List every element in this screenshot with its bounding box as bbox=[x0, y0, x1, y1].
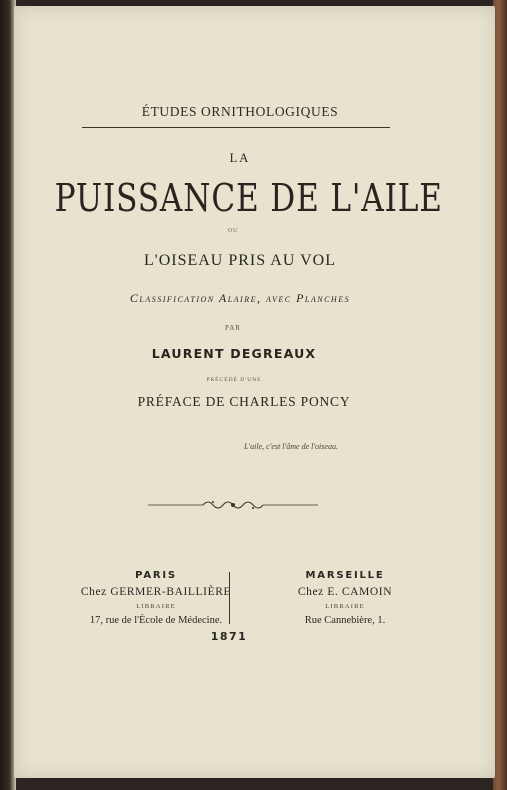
subtitle: L'OISEAU PRIS AU VOL bbox=[144, 252, 336, 269]
title-conjunction: OU bbox=[227, 228, 239, 234]
series-title: ÉTUDES ORNITHOLOGIQUES bbox=[141, 104, 339, 119]
book-binding-edge bbox=[493, 0, 507, 790]
publisher-marseille bbox=[245, 569, 445, 629]
title-page bbox=[14, 6, 495, 778]
role-marseille: LIBRAIRE bbox=[325, 603, 365, 610]
publication-year: 1871 bbox=[210, 630, 248, 643]
epigraph: L'aile, c'est l'âme de l'oiseau. bbox=[244, 442, 338, 451]
publisher-name-paris: Chez GERMER-BAILLIÈRE bbox=[80, 586, 232, 598]
main-title: PUISSANCE DE L'AILE bbox=[54, 176, 443, 220]
publisher-name-marseille: Chez E. CAMOIN bbox=[297, 586, 393, 598]
by-label: PAR bbox=[225, 324, 241, 332]
preface-line: PRÉFACE DE CHARLES PONCY bbox=[137, 394, 351, 409]
address-paris: 17, rue de l'École de Médecine. bbox=[89, 615, 223, 626]
city-marseille: MARSEILLE bbox=[305, 570, 385, 581]
role-paris: LIBRAIRE bbox=[136, 603, 176, 610]
ornament-divider bbox=[148, 495, 318, 515]
publisher-paris bbox=[56, 569, 256, 629]
author-name: LAURENT DEGREAUX bbox=[151, 346, 317, 361]
series-rule bbox=[82, 127, 390, 128]
address-marseille: Rue Cannebière, 1. bbox=[304, 615, 386, 626]
preceded-by-label: PRÉCÉDÉ D'UNE bbox=[206, 377, 262, 383]
city-paris: PARIS bbox=[135, 570, 177, 581]
title-article: LA bbox=[229, 151, 251, 165]
classification-line: Classification Alaire, avec Planches bbox=[129, 291, 351, 305]
publisher-divider bbox=[229, 572, 230, 624]
